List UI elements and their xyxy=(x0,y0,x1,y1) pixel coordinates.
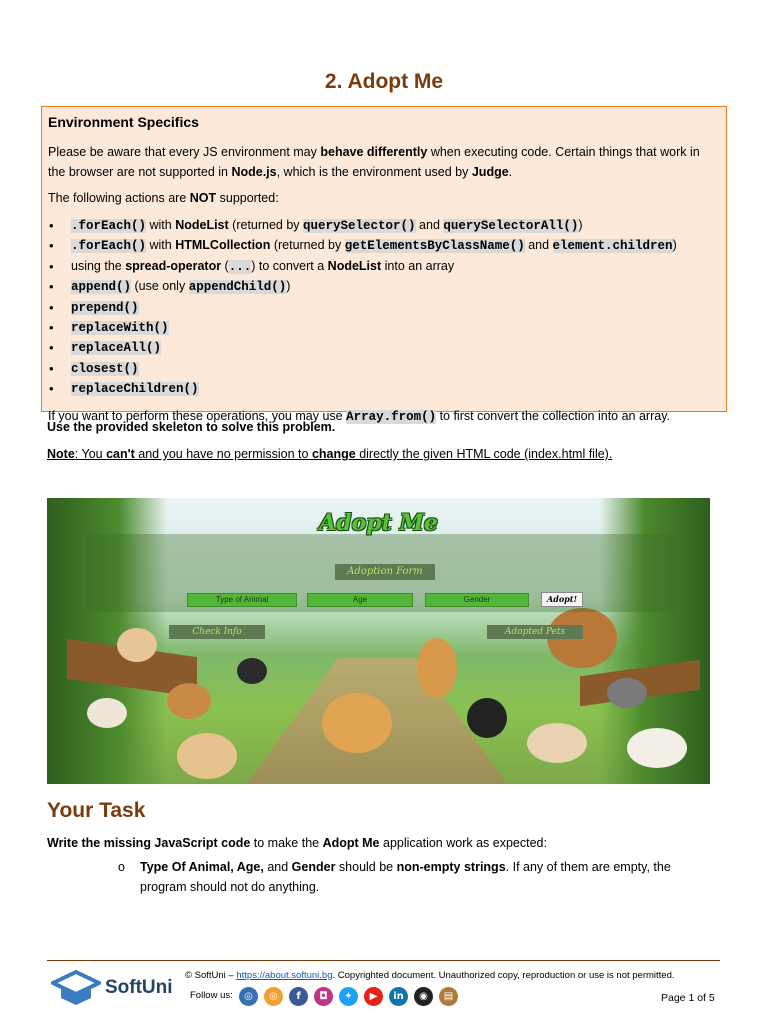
type-of-animal-field: Type of Animal xyxy=(187,593,297,607)
softuni-icon[interactable]: ◎ xyxy=(239,987,258,1006)
list-item: • .forEach() with HTMLCollection (returned by getElementsByClassName() and element.children) xyxy=(49,238,677,254)
pet-illustration xyxy=(627,728,687,768)
youtube-icon[interactable]: ▶ xyxy=(364,987,383,1006)
your-task-heading: Your Task xyxy=(47,799,146,822)
list-item: • replaceChildren() xyxy=(49,381,199,397)
follow-us-label: Follow us: xyxy=(190,990,233,1001)
instagram-icon[interactable]: ◘ xyxy=(314,987,333,1006)
logo-text: SoftUni xyxy=(105,977,173,998)
list-item: • replaceAll() xyxy=(49,340,162,356)
pet-illustration xyxy=(467,698,507,738)
list-item: • using the spread-operator (...) to convert a NodeList into an array xyxy=(49,258,455,274)
gender-select: Gender xyxy=(425,593,529,607)
task-description: Write the missing JavaScript code to make the Adopt Me application work as expected: xyxy=(47,836,547,850)
pet-illustration xyxy=(607,678,647,708)
adopt-button: Adopt! xyxy=(541,592,583,607)
list-item: • append() (use only appendChild()) xyxy=(49,279,291,295)
softuni-blog-icon[interactable]: ▤ xyxy=(439,987,458,1006)
list-marker: o xyxy=(118,860,125,874)
softuni-foundation-icon[interactable]: ◎ xyxy=(264,987,283,1006)
environment-paragraph: Please be aware that every JS environment may behave differently when executing code. Certain things that work in the browser are not supported in Node.js, which is the environment used by Judge. xyxy=(48,145,700,179)
pet-illustration xyxy=(527,723,587,763)
softuni-link[interactable]: https://about.softuni.bg xyxy=(236,970,333,981)
pet-illustration xyxy=(117,628,157,662)
footer-divider xyxy=(47,960,720,961)
environment-specifics-box xyxy=(41,106,727,424)
list-item: • replaceWith() xyxy=(49,320,169,336)
list-item: • prepend() xyxy=(49,299,139,315)
adopt-me-screenshot xyxy=(47,498,710,784)
page-number: Page 1 of 5 xyxy=(661,992,715,1004)
adopted-pets-label: Adopted Pets xyxy=(487,625,583,639)
list-item: • .forEach() with NodeList (returned by querySelector() and querySelectorAll()) xyxy=(49,218,583,233)
check-info-label: Check Info xyxy=(169,625,265,639)
github-icon[interactable]: ◉ xyxy=(414,987,433,1006)
environment-heading: Environment Specifics xyxy=(48,114,199,130)
twitter-icon[interactable]: ✦ xyxy=(339,987,358,1006)
unsupported-intro: The following actions are NOT supported: xyxy=(48,191,279,205)
pet-illustration xyxy=(237,658,267,684)
array-from-hint: If you want to perform these operations, you may use Array.from() to first convert the collection into an array. xyxy=(48,408,670,424)
softuni-logo xyxy=(51,970,175,1006)
pet-illustration xyxy=(87,698,127,728)
pet-illustration xyxy=(322,693,392,753)
age-field: Age xyxy=(307,593,413,607)
app-title: Adopt Me xyxy=(319,510,438,536)
linkedin-icon[interactable]: in xyxy=(389,987,408,1006)
unsupported-list xyxy=(48,216,720,400)
copyright-notice: © SoftUni – https://about.softuni.bg. Copyrighted document. Unauthorized copy, reproduction or use is not permitted. xyxy=(185,970,675,981)
page-title: 2. Adopt Me xyxy=(324,70,444,93)
facebook-icon[interactable]: f xyxy=(289,987,308,1006)
html-change-note: Note: You can't and you have no permission to change directly the given HTML code (index.html file). xyxy=(47,447,613,461)
social-icons xyxy=(239,987,458,1006)
task-requirement: o Type Of Animal, Age, and Gender should be non-empty strings. If any of them are empty, the program should not do anything. xyxy=(118,860,671,894)
pet-illustration xyxy=(417,638,457,698)
adoption-form-label: Adoption Form xyxy=(335,564,435,580)
pet-illustration xyxy=(167,683,211,719)
list-item: • closest() xyxy=(49,360,139,376)
skeleton-note: Use the provided skeleton to solve this problem. xyxy=(47,420,336,434)
graduation-cap-icon xyxy=(51,970,101,1006)
pet-illustration xyxy=(177,733,237,779)
